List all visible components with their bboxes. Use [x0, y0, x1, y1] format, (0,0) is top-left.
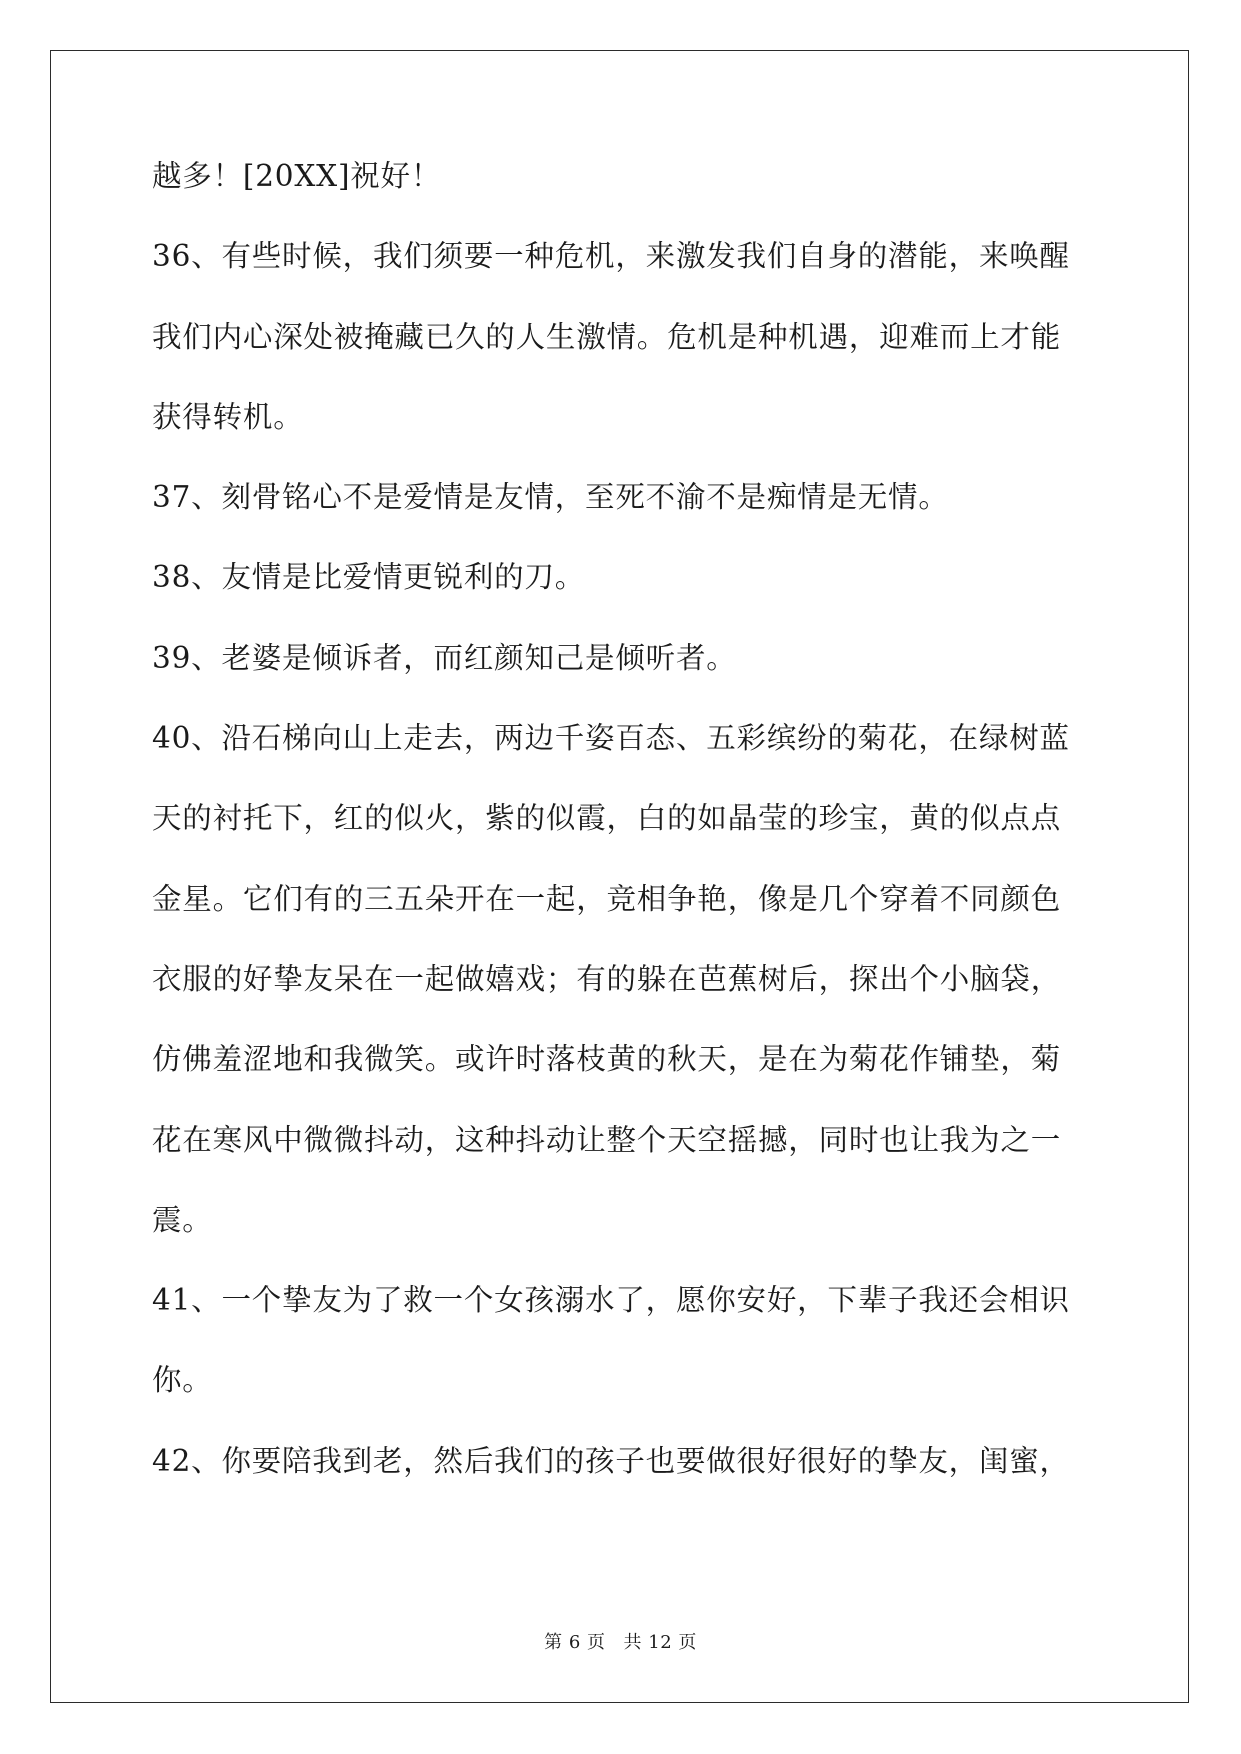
- page-footer: [0, 1628, 1241, 1654]
- page-number: 第 6 页: [544, 1632, 606, 1653]
- text-line: 42、你要陪我到老，然后我们的孩子也要做很好很好的挚友，闺蜜，: [152, 1443, 1070, 1478]
- text-line: 我们内心深处被掩藏已久的人生激情。危机是种机遇，迎难而上才能: [152, 319, 1062, 354]
- text-line: 衣服的好挚友呆在一起做嬉戏；有的躲在芭蕉树后，探出个小脑袋，: [152, 961, 1062, 996]
- text-line: 41、一个挚友为了救一个女孩溺水了，愿你安好，下辈子我还会相识: [152, 1283, 1070, 1318]
- text-line: 38、友情是比爱情更锐利的刀。: [152, 560, 586, 595]
- text-line: 36、有些时候，我们须要一种危机，来激发我们自身的潜能，来唤醒: [152, 239, 1070, 274]
- text-line: 花在寒风中微微抖动，这种抖动让整个天空摇撼，同时也让我为之一: [152, 1122, 1062, 1157]
- document-body: [152, 159, 1092, 1527]
- text-line: 天的衬托下，红的似火，紫的似霞，白的如晶莹的珍宝，黄的似点点: [152, 801, 1062, 836]
- text-line: 金星。它们有的三五朵开在一起，竞相争艳，像是几个穿着不同颜色: [152, 881, 1062, 916]
- text-line: 震。: [152, 1202, 213, 1237]
- page-total: 共 12 页: [623, 1632, 697, 1653]
- text-line: 越多！[20XX]祝好！: [152, 159, 442, 193]
- text-line: 39、老婆是倾诉者，而红颜知己是倾听者。: [152, 640, 737, 675]
- text-line: 仿佛羞涩地和我微笑。或许时落枝黄的秋天，是在为菊花作铺垫，菊: [152, 1042, 1062, 1077]
- text-line: 获得转机。: [152, 399, 304, 434]
- text-line: 40、沿石梯向山上走去，两边千姿百态、五彩缤纷的菊花，在绿树蓝: [152, 721, 1070, 756]
- text-line: 你。: [152, 1363, 213, 1398]
- text-line: 37、刻骨铭心不是爱情是友情，至死不渝不是痴情是无情。: [152, 480, 949, 515]
